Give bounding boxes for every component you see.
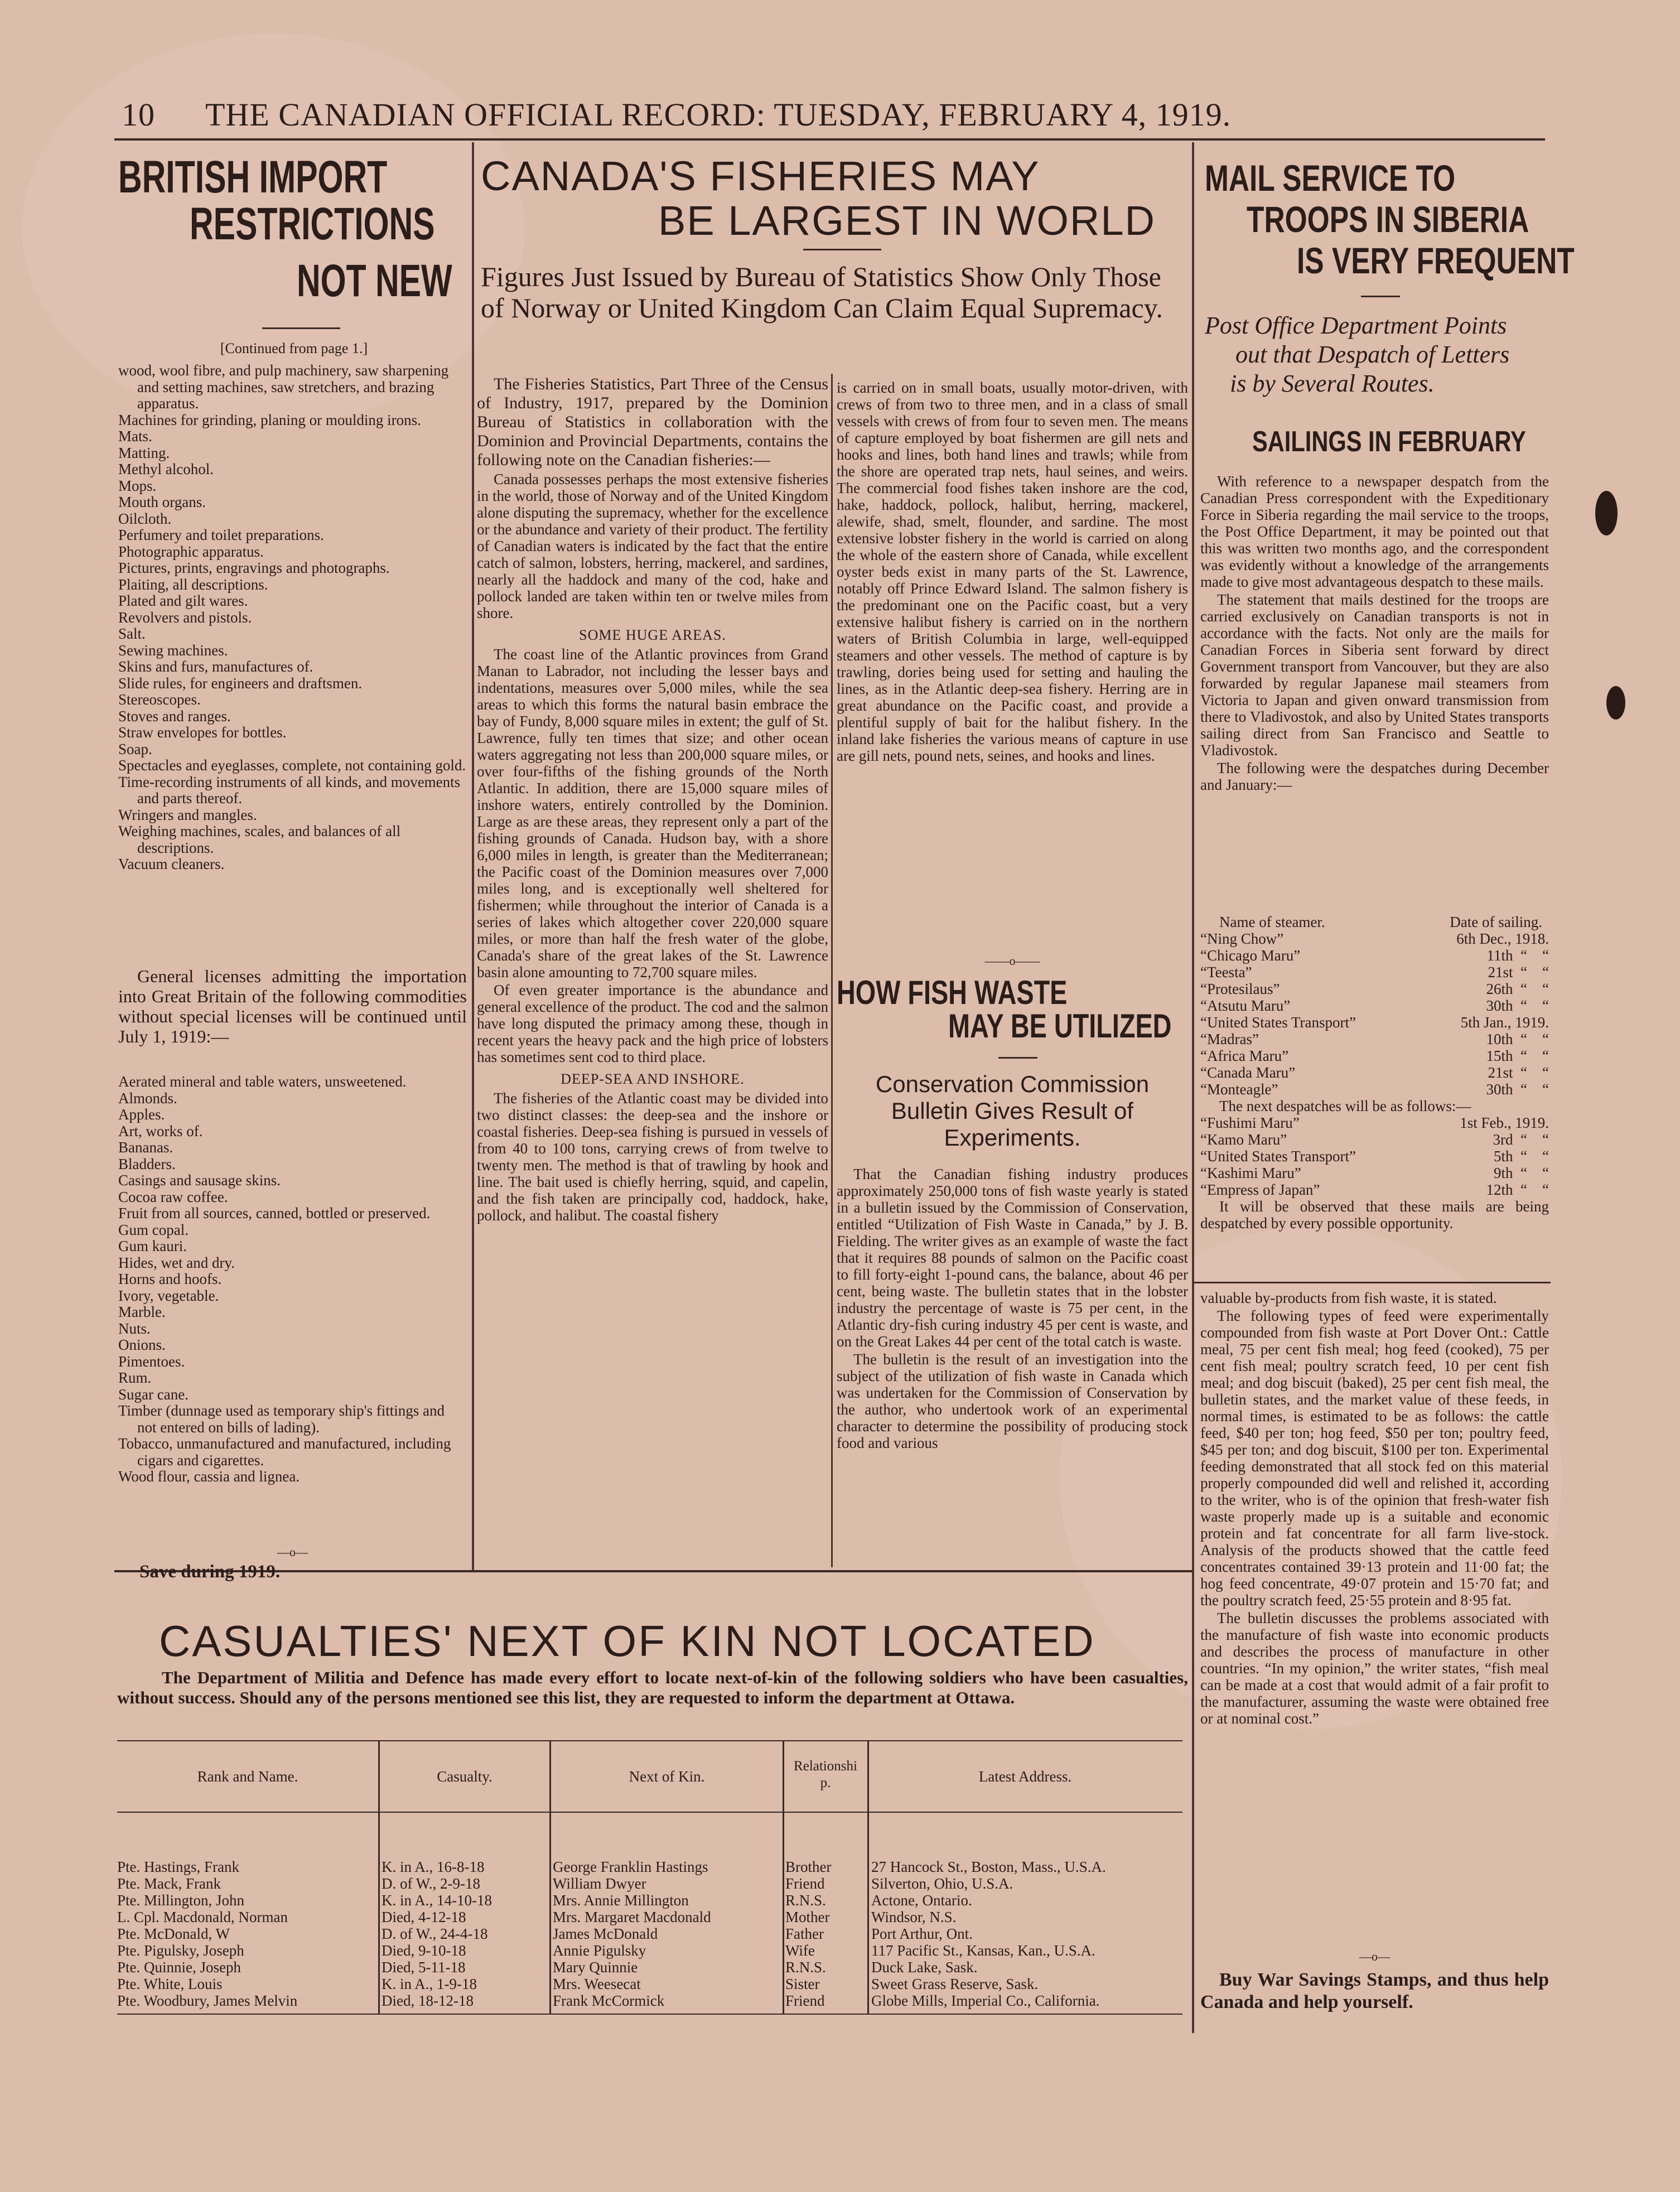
mail-headline (1205, 157, 1575, 281)
list-item: Sewing machines. (118, 641, 228, 659)
punch-hole (1606, 686, 1625, 720)
list-item: Mats. (118, 428, 152, 445)
table-cell: Port Arthur, Ont. (871, 1925, 973, 1942)
british-headline (118, 153, 470, 310)
column-rule (831, 374, 833, 1567)
masthead-line (122, 96, 1338, 133)
short-rule (803, 249, 881, 250)
war-stamps-slogan: Buy War Savings Stamps, and thus help Canada and help yourself. (1200, 1969, 1549, 2012)
table-row (117, 1892, 1182, 1909)
table-cell: Sister (785, 1976, 820, 1992)
list-item: Pimentoes. (118, 1353, 185, 1370)
paragraph: The fisheries of the Atlantic coast may be divided into two distinct classes: the deep-sea and the inshore or coastal fisheries. Deep-sea fishing is pursued in vessels of from 40 to 100 tons, carrying crews of from twelve to twenty men. The method is that of trawling by hook and line. The bait used is chiefly herring, squid, and capelin, and the fish taken are principally cod, haddock, hake, pollock, and halibut. The coastal fishery (477, 1090, 828, 1224)
divider: —o— (277, 1545, 308, 1559)
sailing-date: 21st “ “ (1488, 1064, 1549, 1081)
table-cell: Pte. Hastings, Frank (117, 1858, 239, 1875)
steamer-name: “Kamo Maru” (1200, 1131, 1287, 1148)
col-head: Name of steamer. (1219, 914, 1325, 930)
table-row (117, 1942, 1182, 1959)
steamer-name: “Protesilaus” (1200, 981, 1280, 997)
col-head: Date of sailing. (1450, 914, 1542, 930)
steamer-name: “Africa Maru” (1200, 1047, 1289, 1064)
mail-body (1200, 473, 1549, 794)
table-row (117, 1909, 1182, 1925)
import-list-licensed (118, 1074, 467, 1485)
column-rule (1192, 142, 1194, 2033)
list-item: Plaiting, all descriptions. (118, 576, 268, 593)
table-cell: Died, 18-12-18 (382, 1992, 474, 2009)
punch-hole (1595, 491, 1618, 535)
list-item: Vacuum cleaners. (118, 856, 225, 872)
table-cell: Died, 9-10-18 (382, 1942, 466, 1959)
table-cell: K. in A., 16-8-18 (382, 1858, 485, 1875)
list-item: Stoves and ranges. (118, 707, 231, 725)
short-rule (998, 1057, 1037, 1059)
column-rule (472, 142, 474, 1570)
table-row (117, 1959, 1182, 1976)
list-item: Machines for grinding, planing or moulding irons. (118, 411, 421, 428)
save-slogan: Save during 1919. (139, 1562, 281, 1582)
sailing-row (1200, 1014, 1549, 1031)
table-cell: Died, 5-11-18 (382, 1959, 466, 1976)
sailing-date: 15th “ “ (1486, 1047, 1549, 1064)
table-cell: William Dwyer (553, 1875, 646, 1892)
list-item: Bananas. (118, 1139, 173, 1156)
list-item: Nuts. (118, 1320, 151, 1337)
list-item: Gum kauri. (118, 1238, 187, 1254)
waste-headline-2: MAY BE UTILIZED (948, 1007, 1172, 1045)
list-item: Rum. (118, 1369, 152, 1386)
table-cell: K. in A., 1-9-18 (382, 1976, 477, 1992)
table-bottom-rule (117, 2014, 1182, 2015)
list-item: Fruit from all sources, canned, bottled or preserved. (118, 1205, 431, 1221)
fisheries-deck: Figures Just Issued by Bureau of Statistics Show Only Those of Norway or United Kingdom Can Claim Equal Supremacy. (481, 261, 1163, 324)
list-item: Methyl alcohol. (118, 461, 214, 477)
sailings-table (1200, 914, 1549, 1232)
fisheries-headline-2: BE LARGEST IN WORLD (658, 197, 1156, 244)
waste-continued (1200, 1290, 1549, 1728)
list-item: Revolvers and pistols. (118, 609, 252, 626)
sailing-date: 30th “ “ (1486, 1081, 1549, 1098)
table-row (117, 1992, 1182, 2009)
list-item: Stereoscopes. (118, 691, 201, 708)
col-head-address: Latest Address. (978, 1768, 1072, 1785)
table-cell: R.N.S. (785, 1959, 826, 1976)
general-licenses-para: General licenses admitting the importation into Great Britain of the following commodities without special licenses will be continued until July 1, 1919:— (118, 966, 467, 1046)
table-cell: R.N.S. (785, 1892, 826, 1909)
paragraph: That the Canadian fishing industry produces approximately 250,000 tons of fish waste yearly is stated in a bulletin issued by the Commission of Conservation, entitled “Utilization of Fish Waste in Canada,” by J. B. Fielding. The writer gives as an example of waste the fact that it requires 88 pounds of salmon on the Pacific coast to fill forty-eight 1-pound cans, the balance, about 46 per cent, being waste. The bulletin states that in the lobster industry the percentage of waste is 75 per cent, in the Atlantic dry-fish curing industry 45 per cent is waste, and on the Great Lakes 44 per cent of the total catch is waste. (837, 1166, 1188, 1350)
table-cell: Windsor, N.S. (871, 1909, 957, 1925)
list-item: Almonds. (118, 1089, 177, 1107)
sailing-date: 21st “ “ (1488, 964, 1549, 981)
masthead-title: THE CANADIAN OFFICIAL RECORD: TUESDAY, FEBRUARY 4, 1919. (205, 96, 1232, 133)
sailing-date: 11th “ “ (1486, 947, 1549, 964)
mail-deck (1205, 311, 1551, 398)
table-cell: Brother (785, 1858, 832, 1875)
waste-headline-1: HOW FISH WASTE (837, 974, 1068, 1011)
list-item: Slide rules, for engineers and draftsmen. (118, 674, 363, 692)
sailing-row (1200, 1131, 1549, 1148)
sailing-date: 10th “ “ (1486, 1031, 1549, 1047)
list-item: Straw envelopes for bottles. (118, 724, 287, 741)
headline-line: MAIL SERVICE TO (1205, 157, 1456, 199)
table-cell: Globe Mills, Imperial Co., California. (871, 1992, 1100, 2009)
sailing-row (1200, 997, 1549, 1014)
list-item: Ivory, vegetable. (118, 1287, 219, 1304)
paragraph: With reference to a newspaper despatch from the Canadian Press correspondent with the Expeditionary Force in Siberia regarding the mail service to the troops, the Post Office Department, it may be pointed out that this was written two months ago, and the correspondent was evidently without a knowledge of the arrangements made to give most advantageous despatch to these mails. (1200, 473, 1549, 590)
table-cell: Annie Pigulsky (553, 1942, 646, 1959)
table-cell: Mary Quinnie (553, 1959, 638, 1976)
table-row (117, 1925, 1182, 1942)
steamer-name: “United States Transport” (1200, 1148, 1356, 1165)
col-head-kin: Next of Kin. (629, 1768, 705, 1785)
list-item: wood, wool fibre, and pulp machinery, saw sharpening and setting machines, saw stretchers, and brazing apparatus. (118, 362, 449, 412)
list-item: Matting. (118, 444, 170, 461)
casualties-table (117, 1740, 1182, 2019)
deck-line: Post Office Department Points (1205, 312, 1507, 339)
headline-line: IS VERY FREQUENT (1297, 240, 1575, 281)
subhead: SOME HUGE AREAS. (579, 627, 726, 643)
sailing-row (1200, 1081, 1549, 1098)
list-item: Wringers and mangles. (118, 806, 257, 823)
table-row (117, 1875, 1182, 1892)
masthead-rule (114, 138, 1545, 141)
table-cell: Pte. McDonald, W (117, 1925, 230, 1942)
col-head-casualty: Casualty. (437, 1768, 493, 1785)
list-item: Horns and hoofs. (118, 1271, 222, 1287)
table-cell: Frank McCormick (553, 1992, 665, 2009)
table-cell: Duck Lake, Sask. (871, 1959, 978, 1976)
sailing-row (1200, 947, 1549, 964)
steamer-name: “Chicago Maru” (1200, 947, 1301, 964)
paragraph: is carried on in small boats, usually motor-driven, with crews of from two to three men, and in a class of small vessels with crews of from four to seven men. The means of capture employed by boat fishermen are gill nets and hooks and lines, both hand lines and trawls; while from the shore are operated trap nets, haul seines, and weirs. The commercial food fishes taken inshore are the cod, hake, haddock, pollock, halibut, herring, mackerel, alewife, shad, smelt, flounder, and sardine. The most extensive lobster fishery in the world is carried on along the whole of the eastern shore of Canada, while excellent oyster beds exist in many parts of the St. Lawrence, notably off Prince Edward Island. The salmon fishery is the predominant one on the Pacific coast, but a very extensive halibut fishery is carried on in the northern waters of British Columbia in large, well-equipped steamers and other vessels. The method of capture is by trawling, dories being used for setting and hauling the lines, as in the Atlantic deep-sea fishery. Herring are in great abundance on the Pacific coast, and provide a plentiful supply of bait for the halibut fishery. In the inland lake fisheries the various means of capture in use are gill nets, pound nets, seines, and hooks and lines. (837, 379, 1188, 764)
table-cell: Friend (785, 1875, 825, 1892)
table-cell: 27 Hancock St., Boston, Mass., U.S.A. (871, 1858, 1106, 1875)
paragraph: Of even greater importance is the abundance and general excellence of the product. The cod and the salmon have long disputed the primacy among these, though in recent years the heavy pack and the high price of lobsters has sometimes sent cod to third place. (477, 982, 828, 1065)
short-rule (262, 327, 340, 329)
list-item: Time-recording instruments of all kinds, and movements and parts thereof. (118, 773, 461, 807)
mail-subhead: SAILINGS IN FEBRUARY (1252, 426, 1526, 458)
sailing-row (1200, 1114, 1549, 1131)
sailing-row (1200, 981, 1549, 997)
import-list-restricted (118, 363, 467, 873)
list-item: Soap. (118, 740, 152, 757)
list-item: Gum copal. (118, 1221, 189, 1238)
continued-note: [Continued from page 1.] (220, 340, 368, 356)
headline-line: TROOPS IN SIBERIA (1247, 199, 1529, 240)
table-row (117, 1858, 1182, 1875)
table-cell: Pte. Millington, John (117, 1892, 245, 1909)
table-head-rule (117, 1812, 1182, 1813)
paragraph: Canada possesses perhaps the most extensive fisheries in the world, those of Norway and of the United Kingdom alone disputing the supremacy, whether for the excellence or the abundance and variety of their product. The fertility of Canadian waters is indicated by the fact that the entire catch of salmon, lobsters, herring, mackerel, and sardines, nearly all the haddock and many of the cod, hake and pollock landed are taken within ten or twelve miles from shore. (477, 471, 828, 621)
table-cell: Pte. Pigulsky, Joseph (117, 1942, 244, 1959)
sailing-row (1200, 1181, 1549, 1198)
list-item: Sugar cane. (118, 1385, 189, 1403)
sailing-date: 12th “ “ (1486, 1181, 1549, 1198)
list-item: Skins and furs, manufactures of. (118, 658, 313, 675)
sailing-date: 30th “ “ (1486, 997, 1549, 1014)
list-item: Plated and gilt wares. (118, 592, 248, 609)
paragraph: The statement that mails destined for the troops are carried exclusively on Canadian transports is not in accordance with the facts. Not only are the mails for Canadian Forces in Siberia sent forward by direct Government transport from Vancouver, but they are also forwarded by regular Japanese mail steamers from Victoria to Japan and given onward transmission from there to Vladivostok, and also by United States transports sailing direct from San Francisco and Seattle to Vladivostok. (1200, 591, 1549, 759)
list-item: Cocoa raw coffee. (118, 1188, 228, 1205)
paragraph: The following types of feed were experimentally compounded from fish waste at Port Dover Ont.: Cattle meal, 75 per cent fish meal; hog feed (cooked), 75 per cent fish meal; poultry scratch feed, 10 per cent fish meal; and dog biscuit (baked), 25 per cent fish meal, the bulletin states, and the market value of these feeds, in normal times, is estimated to be as follows: the cattle feed, $40 per ton; hog feed, $50 per ton; poultry feed, $45 per ton; and dog biscuit, $100 per ton. Experimental feeding demonstrated that all stock fed on this material properly compounded did well and relished it, according to the writer, who is of the opinion that fresh-water fish waste properly made up is a suitable and economic protein and fat concentrate for all farm live-stock. Analysis of the products showed that the cattle feed concentrates contained 39·13 protein and 11·00 fat; the hog feed concentrate, 49·07 protein and 15·70 fat; and the poultry scratch feed, 25·55 protein and 8·95 fat. (1200, 1307, 1549, 1609)
table-cell: Mrs. Weesecat (553, 1976, 641, 1992)
table-cell: Mrs. Annie Millington (553, 1892, 689, 1909)
sailing-row (1200, 1148, 1549, 1165)
steamer-name: “United States Transport” (1200, 1014, 1356, 1031)
col-head-relationship: Relationship. (794, 1759, 857, 1790)
deck-line: is by Several Routes. (1230, 370, 1435, 397)
sailing-row (1200, 1064, 1549, 1081)
list-item: Oilcloth. (118, 510, 172, 527)
fisheries-column-2 (837, 379, 1188, 765)
section-rule (1194, 1282, 1551, 1283)
list-item: Spectacles and eyeglasses, complete, not containing gold. (118, 757, 466, 774)
list-item: Apples. (118, 1106, 165, 1123)
sailing-row (1200, 930, 1549, 947)
page-number: 10 (122, 96, 155, 133)
headline-line: NOT NEW (297, 255, 452, 306)
steamer-name: “Ning Chow” (1200, 930, 1284, 947)
sailing-row (1200, 1031, 1549, 1047)
col-head-rank: Rank and Name. (197, 1768, 298, 1785)
steamer-name: “Monteagle” (1200, 1081, 1278, 1098)
sailing-date: 26th “ “ (1486, 981, 1549, 997)
paragraph: The following were the despatches during December and January:— (1200, 760, 1549, 793)
casualties-headline: CASUALTIES' NEXT OF KIN NOT LOCATED (159, 1616, 1095, 1665)
table-cell: Pte. White, Louis (117, 1976, 223, 1992)
sailings-header (1200, 914, 1549, 930)
paragraph: valuable by-products from fish waste, it is stated. (1200, 1290, 1497, 1306)
sailing-date: 6th Dec., 1918. (1456, 930, 1549, 947)
steamer-name: “Empress of Japan” (1200, 1181, 1320, 1198)
table-cell: Wife (785, 1942, 815, 1959)
table-cell: Actone, Ontario. (871, 1892, 972, 1909)
list-item: Pictures, prints, engravings and photographs. (118, 559, 390, 576)
table-cell: Sweet Grass Reserve, Sask. (871, 1976, 1039, 1992)
steamer-name: “Atsutu Maru” (1200, 997, 1291, 1014)
paragraph: The bulletin is the result of an investigation into the subject of the utilization of fish waste in Canada which was undertaken for the Commission of Conservation by the author, who undertook work of an experimental character to determine the possibility of producing stock food and various (837, 1351, 1188, 1451)
steamer-name: “Canada Maru” (1200, 1064, 1296, 1081)
list-item: Onions. (118, 1336, 166, 1353)
table-cell: Pte. Mack, Frank (117, 1875, 221, 1892)
sailings-list-december-january (1200, 930, 1549, 1098)
divider: ——o—— (984, 954, 1040, 968)
list-item: Mouth organs. (118, 494, 206, 510)
table-cell: Mrs. Margaret Macdonald (553, 1909, 711, 1925)
sailing-row (1200, 1165, 1549, 1181)
table-cell: Mother (785, 1909, 830, 1925)
sailing-row (1200, 964, 1549, 981)
steamer-name: “Fushimi Maru” (1200, 1114, 1300, 1131)
list-item: Aerated mineral and table waters, unsweetened. (118, 1073, 407, 1090)
steamer-name: “Kashimi Maru” (1200, 1165, 1301, 1181)
list-item: Weighing machines, scales, and balances of all descriptions. (118, 823, 401, 856)
list-item: Perfumery and toilet preparations. (118, 527, 324, 543)
divider: —o— (1359, 1949, 1390, 1963)
table-cell: Silverton, Ohio, U.S.A. (871, 1875, 1013, 1892)
list-item: Casings and sausage skins. (118, 1172, 281, 1189)
sailing-date: 3rd “ “ (1493, 1131, 1549, 1148)
short-rule (1361, 296, 1400, 297)
table-row (117, 1976, 1182, 1992)
table-top-rule (117, 1740, 1182, 1741)
deck-line: out that Despatch of Letters (1235, 341, 1510, 368)
list-item: Art, works of. (118, 1122, 203, 1140)
list-item: Bladders. (118, 1155, 176, 1172)
table-cell: Friend (785, 1992, 825, 2009)
table-cell: Pte. Woodbury, James Melvin (117, 1992, 298, 2009)
list-item: Marble. (118, 1303, 166, 1320)
headline-line: BRITISH IMPORT (118, 152, 388, 202)
table-cell: L. Cpl. Macdonald, Norman (117, 1909, 288, 1925)
table-cell: Father (785, 1925, 824, 1942)
table-cell: D. of W., 24-4-18 (382, 1925, 488, 1942)
sailing-date: 5th “ “ (1494, 1148, 1549, 1165)
table-cell: D. of W., 2-9-18 (382, 1875, 480, 1892)
sailing-row (1200, 1047, 1549, 1064)
table-cell: James McDonald (553, 1925, 658, 1942)
next-despatches: The next despatches will be as follows:— (1219, 1098, 1471, 1114)
subhead: DEEP-SEA AND INSHORE. (561, 1071, 745, 1087)
table-cell: Pte. Quinnie, Joseph (117, 1959, 241, 1976)
table-cell: Died, 4-12-18 (382, 1909, 466, 1925)
list-item: Photographic apparatus. (118, 543, 264, 560)
paragraph: The bulletin discusses the problems associated with the manufacture of fish waste into economic products and describes the process of manufacture in other countries. “In my opinion,” the writer states, “fish meal can be made at a cost that would admit of a fair profit to the manufacturer, assuming the waste were obtained free or at nominal cost.” (1200, 1610, 1549, 1727)
paragraph: The coast line of the Atlantic provinces from Grand Manan to Labrador, not including the lesser bays and indentations, measures over 5,000 miles, while the sea areas to which this forms the natural basin embrace the bay of Fundy, 8,000 square miles in extent; the gulf of St. Lawrence, fully ten times that size; and other ocean waters aggregating not less than 200,000 square miles, or over four-fifths of the fishing grounds of the North Atlantic. In addition, there are 15,000 square miles of inshore waters, entirely controlled by the Dominion. Large as are these areas, they represent only a part of the fishing grounds of Canada. Hudson bay, with a shore 6,000 miles in length, is greater than the Mediterranean; the Pacific coast of the Dominion measures over 7,000 miles long, and is exceptionally well sheltered for fishermen; while throughout the interior of Canada is a series of lakes which altogether cover 220,000 square miles, or more than half the fresh water of the globe, Canada's share of the great lakes of the St. Lawrence basin alone amounting to 72,700 square miles. (477, 646, 828, 981)
list-item: Mops. (118, 477, 157, 494)
table-cell: 117 Pacific St., Kansas, Kan., U.S.A. (871, 1942, 1095, 1959)
waste-column (837, 1166, 1188, 1452)
closing-note: It will be observed that these mails are being despatched by every possible opportunity. (1200, 1198, 1549, 1232)
steamer-name: “Teesta” (1200, 964, 1252, 981)
table-cell: George Franklin Hastings (553, 1858, 708, 1875)
casualties-intro: The Department of Militia and Defence has made every effort to locate next-of-kin of the following soldiers who have been casualties, without success. Should any of the persons mentioned see this list, they are requested to inform the department at Ottawa. (117, 1668, 1188, 1707)
sailing-date: 9th “ “ (1494, 1165, 1549, 1181)
list-item: Salt. (118, 625, 146, 642)
table-cell: K. in A., 14-10-18 (382, 1892, 492, 1909)
list-item: Wood flour, cassia and lignea. (118, 1468, 300, 1485)
steamer-name: “Madras” (1200, 1031, 1259, 1047)
list-item: Timber (dunnage used as temporary ship's fittings and not entered on bills of lading). (118, 1402, 445, 1436)
list-item: Tobacco, unmanufactured and manufactured, including cigars and cigarettes. (118, 1435, 451, 1469)
waste-deck: Conservation Commission Bulletin Gives Result of Experiments. (875, 1071, 1150, 1151)
casualties-rows (117, 1858, 1182, 2009)
sailing-date: 1st Feb., 1919. (1460, 1114, 1549, 1131)
paragraph: The Fisheries Statistics, Part Three of the Census of Industry, 1917, prepared by the Dominion Bureau of Statistics in collaboration with the Dominion and Provincial Departments, contains the following note on the Canadian fisheries:— (477, 375, 828, 469)
headline-line: RESTRICTIONS (190, 199, 435, 249)
fisheries-headline-1: CANADA'S FISHERIES MAY (481, 153, 1040, 199)
fisheries-column-1 (477, 375, 828, 1225)
sailings-list-february (1200, 1114, 1549, 1198)
list-item: Hides, wet and dry. (118, 1254, 235, 1271)
sailing-date: 5th Jan., 1919. (1460, 1014, 1549, 1031)
